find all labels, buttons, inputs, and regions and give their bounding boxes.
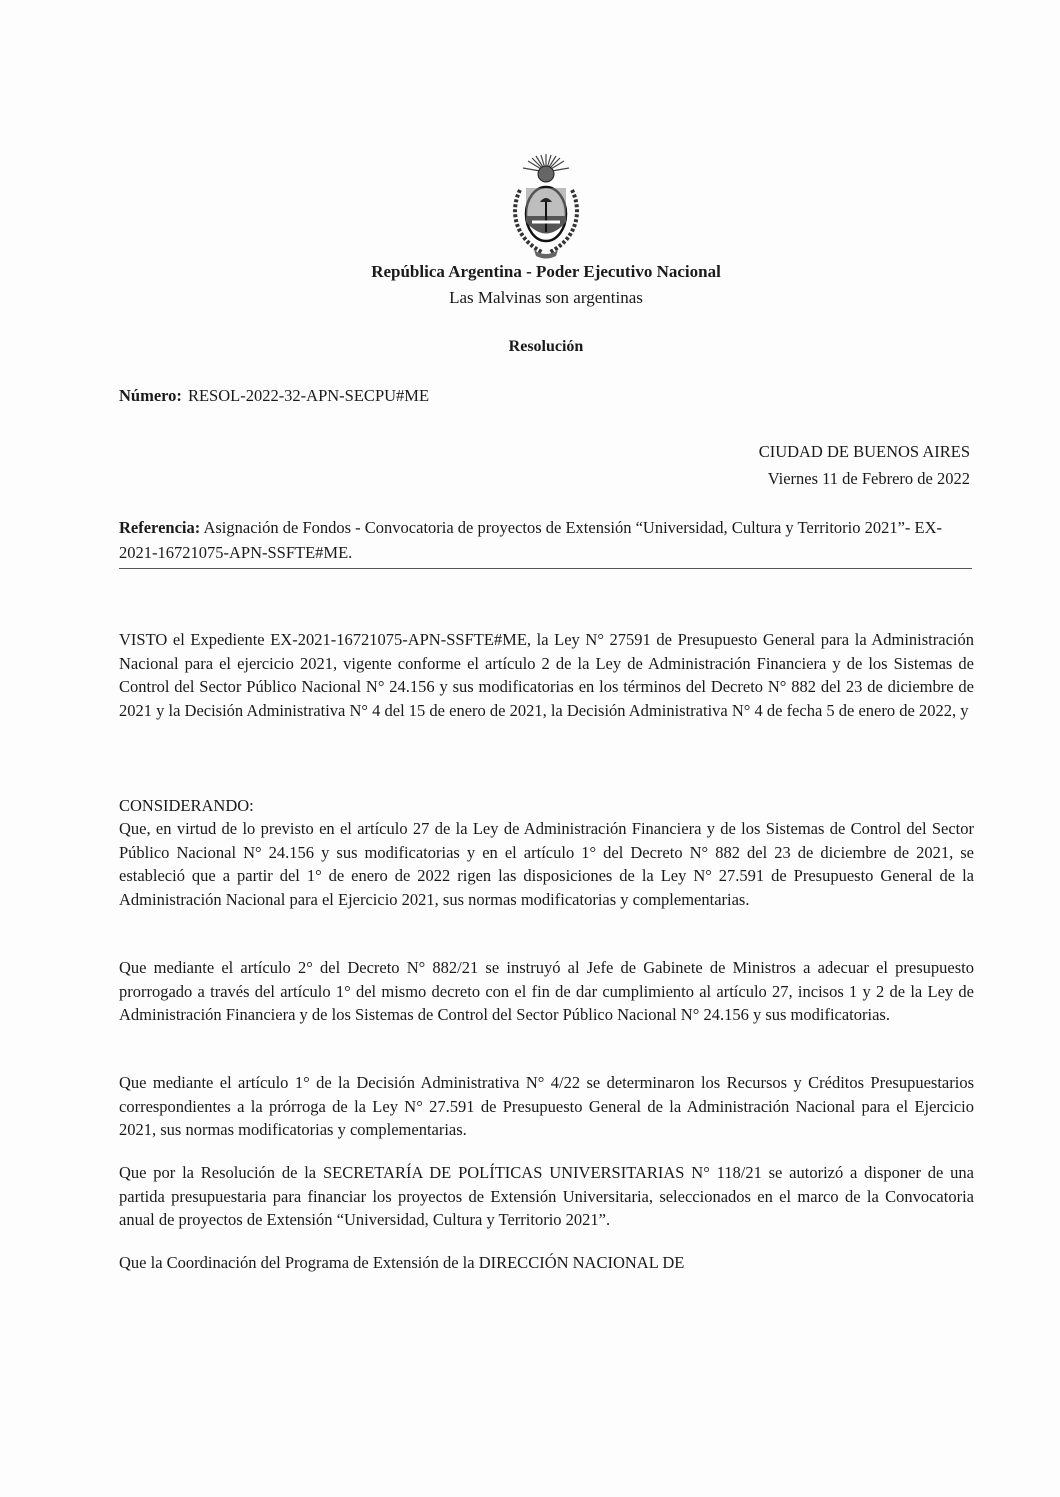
argentina-coat-of-arms-icon bbox=[506, 150, 586, 262]
date: Viernes 11 de Febrero de 2022 bbox=[767, 469, 970, 488]
considerando-paragraph-5 bbox=[119, 1251, 974, 1275]
visto-paragraph: VISTO el Expediente EX-2021-16721075-APN-SSFTE#ME, la Ley N° 27591 de Presupuesto General para la Administración Nacional para el ejercicio 2021, vigente conforme el artículo 2 de la Ley de Administración Financiera y de los Sistemas de Control del Sector Público Nacional N° 24.156 y sus modificatorias en los términos del Decreto N° 882 del 23 de diciembre de 2021 y la Decisión Administrativa N° 4 del 15 de enero de 2021, la Decisión Administrativa N° 4 de fecha 5 de enero de 2022, y bbox=[119, 630, 974, 720]
numero-value: RESOL-2022-32-APN-SECPU#ME bbox=[187, 386, 430, 405]
considerando-paragraph-4: Que por la Resolución de la SECRETARÍA DE POLÍTICAS UNIVERSITARIAS N° 118/21 se autorizó a disponer de una partida presupuestaria para financiar los proyectos de Extensión Universitaria, seleccionados en el marco de la Convocatoria anual de proyectos de Extensión “Universidad, Cultura y Territorio 2021”. bbox=[119, 1163, 974, 1229]
considerando-paragraph-2: Que mediante el artículo 2° del Decreto N° 882/21 se instruyó al Jefe de Gabinete de Ministros a adecuar el presupuesto prorrogado a través del artículo 1° del mismo decreto con el fin de dar cumplimiento al artículo 27, incisos 1 y 2 de la Ley de Administración Financiera y de los Sistemas de Control del Sector Público Nacional N° 24.156 y sus modificatorias. bbox=[119, 958, 974, 1024]
document-type: Resolución bbox=[508, 338, 584, 355]
paragraph-5-text: Que la Coordinación del Programa de Extensión de la DIRECCIÓN NACIONAL DE bbox=[119, 1253, 685, 1272]
referencia-value: Asignación de Fondos - Convocatoria de proyectos de Extensión “Universidad, Cultura y Territorio 2021”- EX-2021-16721075-APN-SSFTE#ME. bbox=[119, 518, 943, 562]
referencia bbox=[119, 515, 979, 565]
considerando-heading: CONSIDERANDO: bbox=[119, 796, 254, 815]
considerando-paragraph-1: Que, en virtud de lo previsto en el artículo 27 de la Ley de Administración Financiera y de los Sistemas de Control del Sector Público Nacional N° 24.156 y sus modificatorias y en el artículo 1° del Decreto N° 882 del 23 de diciembre de 2021, se estableció que a partir del 1° de enero de 2022 rigen las disposiciones de la Ley N° 27.591 de Presupuesto General de la Administración Nacional para el Ejercicio 2021, sus normas modificatorias y complementarias. bbox=[119, 819, 974, 909]
numero-label: Número: bbox=[119, 386, 182, 405]
place: CIUDAD DE BUENOS AIRES bbox=[758, 442, 970, 461]
divider bbox=[119, 568, 972, 569]
referencia-label: Referencia: bbox=[119, 518, 201, 537]
numero-line bbox=[119, 386, 429, 406]
header-subtitle: Las Malvinas son argentinas bbox=[449, 288, 643, 307]
considerando-paragraph-3: Que mediante el artículo 1° de la Decisión Administrativa N° 4/22 se determinaron los Recursos y Créditos Presupuestarios correspondientes a la prórroga de la Ley N° 27.591 de Presupuesto General de la Administración Nacional para el Ejercicio 2021, sus normas modificatorias y complementarias. bbox=[119, 1073, 974, 1139]
header-title: República Argentina - Poder Ejecutivo Nacional bbox=[371, 262, 721, 281]
